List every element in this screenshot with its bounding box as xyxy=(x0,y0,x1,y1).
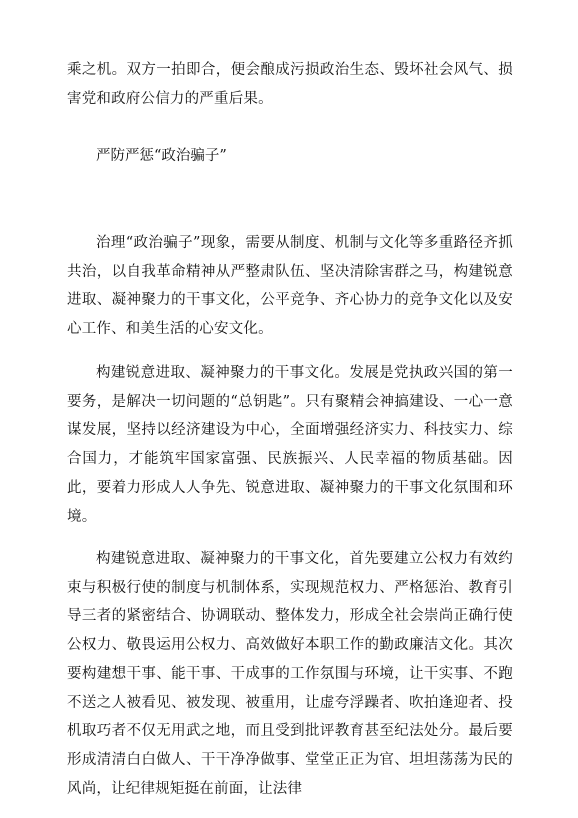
paragraph-3: 构建锐意进取、凝神聚力的干事文化。发展是党执政兴国的第一要务，是解决一切问题的“总钥匙”。只有聚精会神搞建设、一心一意谋发展，坚持以经济建设为中心，全面增强经济实力、科技实力、综合国力，才能筑牢国家富强、民族振兴、人民幸福的物质基础。因此，要着力形成人人争先、锐意进取、凝神聚力的干事文化氛围和环境。 xyxy=(67,365,513,525)
paragraph-4: 构建锐意进取、凝神聚力的干事文化，首先要建立公权力有效约束与积极行使的制度与机制体系，实现规范权力、严格惩治、教育引导三者的紧密结合、协调联动、整体发力，形成全社会崇尚正确行使公权力、敬畏运用公权力、高效做好本职工作的勤政廉洁文化。其次要构建想干事、能干事、干成事的工作氛围与环境，让干实事、不跑不送之人被看见、被发现、被重用，让虚夸浮躁者、吹拍逢迎者、投机取巧者不仅无用武之地，而且受到批评教育甚至纪法处分。最后要形成清清白白做人、干干净净做事、堂堂正正为官、坦坦荡荡为民的风尚，让纪律规矩挺在前面，让法律 xyxy=(67,551,513,797)
section-heading: 严防严惩“政治骗子” xyxy=(96,148,227,164)
paragraph-1: 乘之机。双方一拍即合，便会酿成污损政治生态、毁坏社会风气、损害党和政府公信力的严重后果。 xyxy=(67,62,513,107)
paragraph-2: 治理“政治骗子”现象，需要从制度、机制与文化等多重路径齐抓共治，以自我革命精神从严整肃队伍、坚决清除害群之马，构建锐意进取、凝神聚力的干事文化，公平竞争、齐心协力的竞争文化以及安心工作、和美生活的心安文化。 xyxy=(67,235,513,338)
